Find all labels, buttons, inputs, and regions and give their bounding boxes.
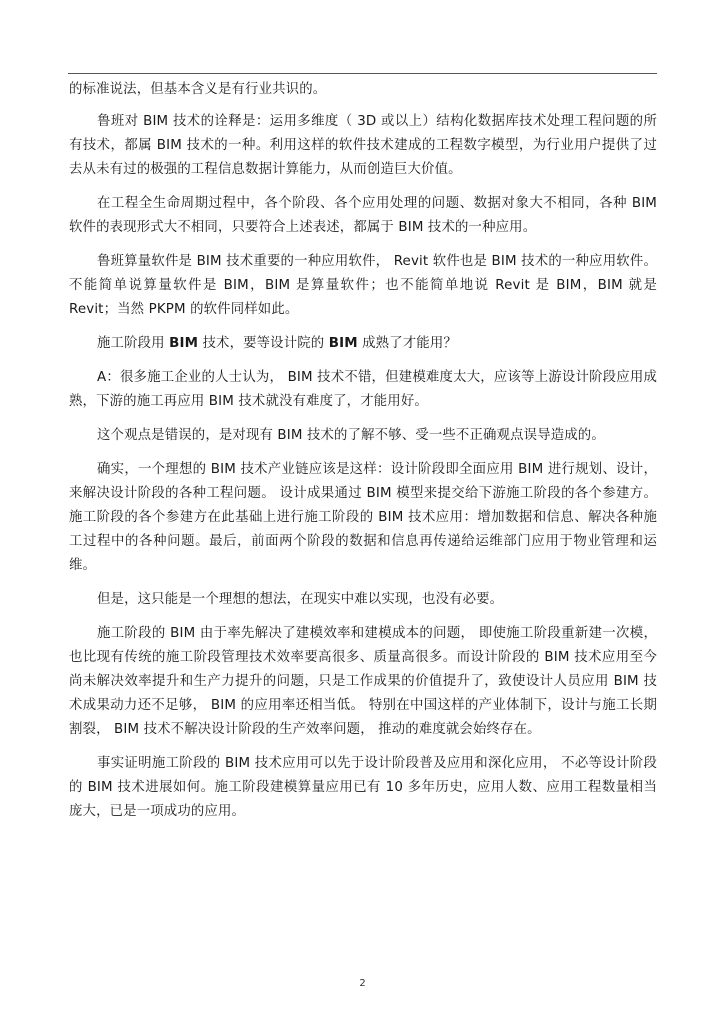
bim-emphasis: BIM bbox=[169, 336, 199, 351]
paragraph-bim-definition: 鲁班对 BIM 技术的诠释是：运用多维度（ 3D 或以上）结构化数据库技术处理工程问题的所有技术，都属 BIM 技术的一种。利用这样的软件技术建成的工程数字模型，为行业用户提供了过去从未有过的极强的工程信息数据计算能力，从而创造巨大价值。 bbox=[69, 114, 657, 177]
paragraph-answer: A：很多施工企业的人士认为， BIM 技术不错，但建模难度太大，应该等上游设计阶段应用成熟，下游的施工再应用 BIM 技术就没有难度了，才能用好。 bbox=[69, 370, 657, 409]
paragraph-question: 施工阶段用 BIM 技术，要等设计院的 BIM 成熟了才能用？ bbox=[97, 336, 457, 351]
paragraph-ideal-chain: 确实，一个理想的 BIM 技术产业链应该是这样：设计阶段即全面应用 BIM 进行规划、设计，来解决设计阶段的各种工程问题。 设计成果通过 BIM 模型来提交给下游施工阶段的各个参建方。 施工阶段的各个参建方在此基础上进行施工阶段的 BIM 技术应用：增加数据和信息、解决各种施工过程中的各种问题。最后，前面两个阶段的数据和信息再传递给运维部门应用于物业管理和运维。 bbox=[69, 462, 657, 573]
header-rule bbox=[68, 73, 657, 74]
paragraph-reality: 但是，这只能是一个理想的想法，在现实中难以实现，也没有必要。 bbox=[97, 592, 504, 607]
paragraph-viewpoint: 这个观点是错误的，是对现有 BIM 技术的了解不够、受一些不正确观点误导造成的。 bbox=[97, 428, 605, 443]
bim-emphasis: BIM bbox=[328, 336, 358, 351]
paragraph-continuation: 的标准说法，但基本含义是有行业共识的。 bbox=[69, 82, 327, 97]
page-number: 2 bbox=[359, 978, 366, 989]
paragraph-evidence: 事实证明施工阶段的 BIM 技术应用可以先于设计阶段普及应用和深化应用， 不必等设计阶段的 BIM 技术进展如何。施工阶段建模算量应用已有 10 多年历史，应用人数、应用工程数量相当庞大，已是一项成功的应用。 bbox=[69, 756, 657, 819]
paragraph-construction-stage: 施工阶段的 BIM 由于率先解决了建模效率和建模成本的问题， 即使施工阶段重新建一次模，也比现有传统的施工阶段管理技术效率要高很多、质量高很多。而设计阶段的 BIM 技术应用至今尚未解决效率提升和生产力提升的问题，只是工作成果的价值提升了，致使设计人员应用 BIM 技术成果动力还不足够， BIM 的应用率还相当低。 特别在中国这样的产业体制下，设计与施工长期割裂， BIM 技术不解决设计阶段的生产效率问题， 推动的难度就会始终存在。 bbox=[69, 626, 657, 737]
paragraph-software: 鲁班算量软件是 BIM 技术重要的一种应用软件， Revit 软件也是 BIM 技术的一种应用软件。不能简单说算量软件是 BIM，BIM 是算量软件；也不能简单地说 Revit 是 BIM，BIM 就是 Revit；当然 PKPM 的软件同样如此。 bbox=[69, 254, 657, 317]
paragraph-lifecycle: 在工程全生命周期过程中，各个阶段、各个应用处理的问题、数据对象大不相同，各种 BIM 软件的表现形式大不相同，只要符合上述表述，都属于 BIM 技术的一种应用。 bbox=[69, 196, 657, 235]
document-body bbox=[69, 78, 657, 834]
